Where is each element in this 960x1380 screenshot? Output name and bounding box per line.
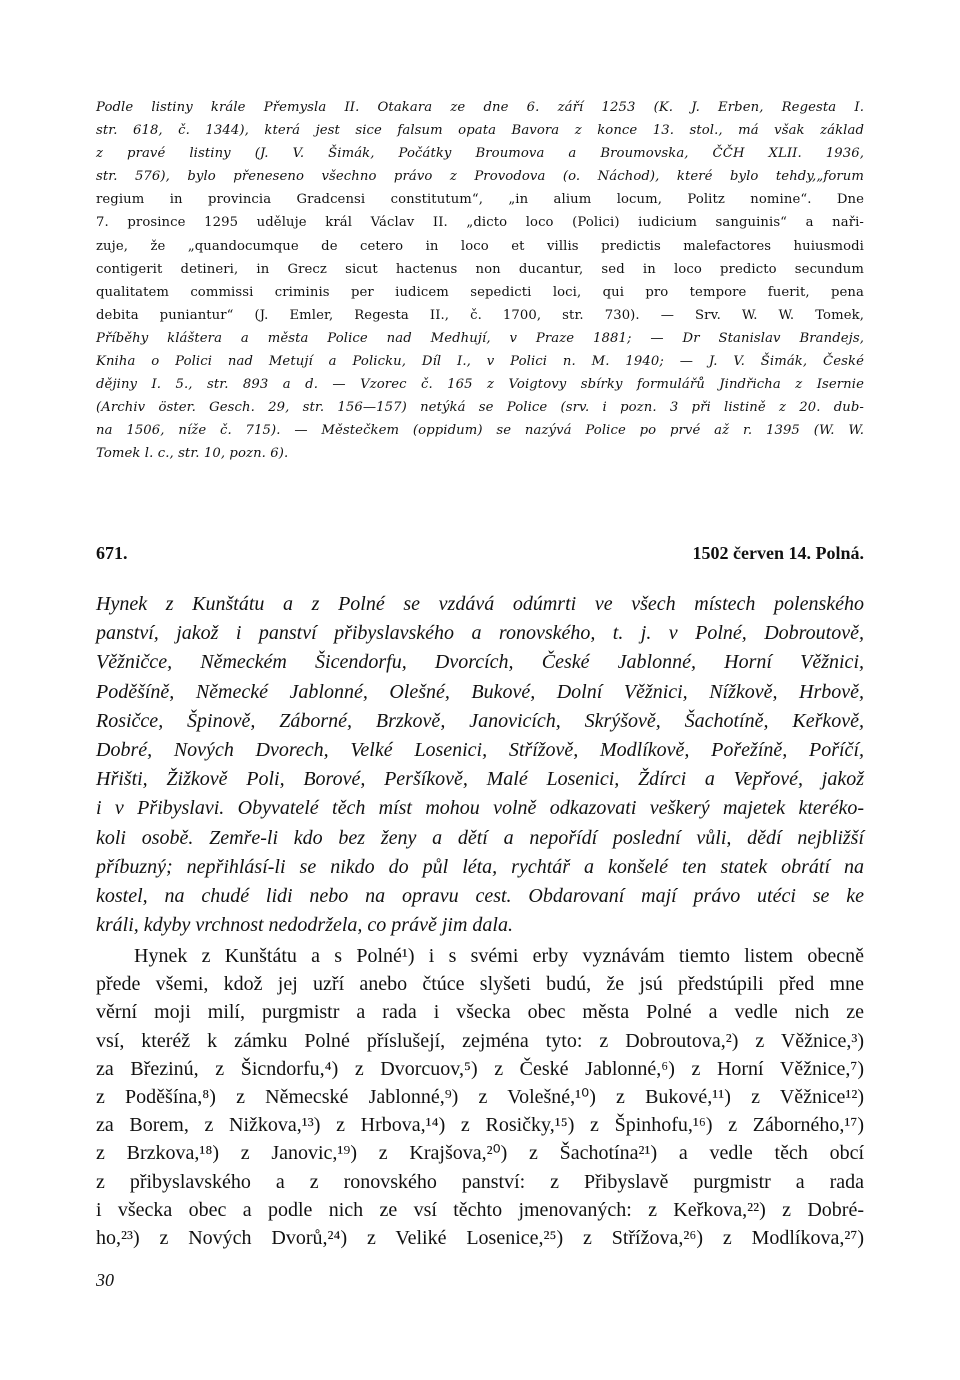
page — [96, 96, 864, 1290]
footnote-line: qualitatem commissi criminis per iudicem sepedicti loci, qui pro tempore fuerit, pena — [96, 284, 864, 300]
regest-line: Rosičce, Špinově, Záborné, Brzkově, Janovicích, Skrýšově, Šachotíně, Keřkově, — [96, 709, 864, 732]
charter-line: z Brzkova,¹⁸) z Janovic,¹⁹) z Krajšova,²⁰) z Šachotína²¹) a vedle těch obcí — [96, 1142, 864, 1165]
regest-line: Hynek z Kunštátu a z Polné se vzdává odúmrti ve všech místech polenského — [96, 593, 864, 615]
footnote-line: Podle listiny krále Přemysla II. Otakara ze dne 6. září 1253 (K. J. Erben, Regesta I. — [96, 100, 864, 115]
charter-line: přede všemi, kdož jej uzří anebo čtúce slyšeti budú, že jsú předstúpili před mne — [96, 973, 864, 996]
footnote-line: str. 576), bylo přeneseno všechno právo z Provodova (o. Náchod), které bylo tehdy,„forum — [96, 169, 864, 185]
footnote-line: dějiny I. 5., str. 893 a d. — Vzorec č. 165 z Voigtovy sbírky formulářů Jindřicha z Isernie — [96, 377, 864, 393]
charter-text — [96, 942, 864, 1252]
charter-line: i všecka obec a podle nich ze vsí těchto jmenovaných: z Keřkova,²²) z Dobré- — [96, 1198, 864, 1221]
charter-line: z Poděšína,⁸) z Němecské Jablonné,⁹) z Volešné,¹⁰) z Bukové,¹¹) z Věžnice¹²) — [96, 1086, 864, 1109]
footnote-line: Tomek l. c., str. 10, pozn. 6). — [96, 446, 289, 462]
footnote-line: na 1506, níže č. 715). — Městečkem (oppidum) se nazývá Police po prvé až r. 1395 (W. W. — [96, 423, 864, 439]
charter-line: ho,²³) z Nových Dvorů,²⁴) z Veliké Losenice,²⁵) z Střížova,²⁶) z Modlíkova,²⁷) — [96, 1227, 864, 1250]
footnote-line: Kniha o Polici nad Metují a Policku, Díl I., v Polici n. M. 1940; — J. V. Šimák, České — [96, 354, 864, 370]
regest-line: Poděšíně, Německé Jablonné, Olešné, Bukové, Dolní Věžnici, Nížkově, Hrbově, — [96, 680, 864, 703]
footnote-line: debita puniantur“ (J. Emler, Regesta II., č. 1700, str. 730). — Srv. W. W. Tomek, — [96, 307, 864, 323]
regest-line: kostel, na chudé lidi nebo na opravu cest. Obdarovaní mají právo utéci se ke — [96, 885, 864, 908]
charter-line: vsí, kteréž k zámku Polné příslušejí, zejména tyto: z Dobroutova,²) z Věžnice,³) — [96, 1029, 864, 1052]
footnote-line: Příběhy kláštera a města Police nad Medhují, v Praze 1881; — Dr Stanislav Brandejs, — [96, 330, 864, 346]
regest-line: panství, jakož i panství přibyslavského a ronovského, t. j. v Polné, Dobroutově, — [96, 622, 864, 645]
regest-line: Hřišti, Žižkově Poli, Borové, Peršíkově, Malé Losenici, Ždírci a Vepřové, jakož — [96, 768, 864, 791]
regest-line: i v Přibyslavi. Obyvatelé těch míst mohou volně odkazovati veškerý majetek kteréko- — [96, 797, 864, 820]
footnote-text — [96, 96, 864, 466]
footnote-line: (Archiv öster. Gesch. 29, str. 156—157) netýká se Police (srv. i pozn. 3 při listině z 20. dub- — [96, 400, 864, 416]
footnote-line: 7. prosince 1295 uděluje král Václav II. „dicto loco (Polici) iudicium sanguinis“ a naři- — [96, 215, 864, 231]
regest-line: králi, kdyby vrchnost nedodržela, co právě jim dala. — [96, 914, 513, 937]
footnote-line: regium in provincia Gradcensi constitutum“, „in alium locum, Politz nomine“. Dne — [96, 192, 864, 208]
charter-line: věrní moji milí, purgmistr a rada i všecka obec města Polné a vedle nich ze — [96, 1001, 864, 1024]
charter-line: z přibyslavského a z ronovského panství: z Přibyslavě purgmistr a rada — [96, 1170, 864, 1193]
document-date-place: 1502 červen 14. Polná. — [692, 543, 864, 563]
footnote-line: zuje, že „quandocumque de cetero in loco et villis predictis malefactores huiusmodi — [96, 238, 864, 254]
regest-line: Dobré, Nových Dvorech, Velké Losenici, Střížově, Modlíkově, Pořežíně, Poříčí, — [96, 739, 864, 762]
regest-line: koli osobě. Zemře-li kdo bez ženy a dětí a nepořídí poslední vůli, dědí nejbližší — [96, 826, 864, 849]
document-heading — [96, 543, 864, 564]
regest-line: příbuzný; nepřihlásí-li se nikdo do půl léta, rychtář a konšelé ten statek obrátí na — [96, 855, 864, 878]
regest-line: Věžničce, Německém Šicendorfu, Dvorcích, České Jablonné, Horní Věžnici, — [96, 651, 864, 674]
charter-line: za Borem, z Nižkova,¹³) z Hrbova,¹⁴) z Rosičky,¹⁵) z Špinhofu,¹⁶) z Záborného,¹⁷) — [96, 1114, 864, 1137]
document-number: 671. — [96, 543, 128, 563]
regest-summary — [96, 590, 864, 940]
charter-line: Hynek z Kunštátu a s Polné¹) i s svémi erby vyznávám tiemto listem obecně — [134, 945, 864, 967]
footnote-line: z pravé listiny (J. V. Šimák, Počátky Broumova a Broumovska, ČČH XLII. 1936, — [96, 146, 864, 162]
footnote-line: contigerit detineri, in Grecz sicut hactenus non ducantur, sed in loco predicto secundum — [96, 261, 864, 277]
page-number: 30 — [96, 1270, 114, 1290]
charter-line: za Březinú, z Šicndorfu,⁴) z Dvorcuov,⁵) z České Jablonné,⁶) z Horní Věžnice,⁷) — [96, 1057, 864, 1080]
footnote-line: str. 618, č. 1344), která jest sice falsum opata Bavora z konce 13. stol., má však základ — [96, 123, 864, 139]
